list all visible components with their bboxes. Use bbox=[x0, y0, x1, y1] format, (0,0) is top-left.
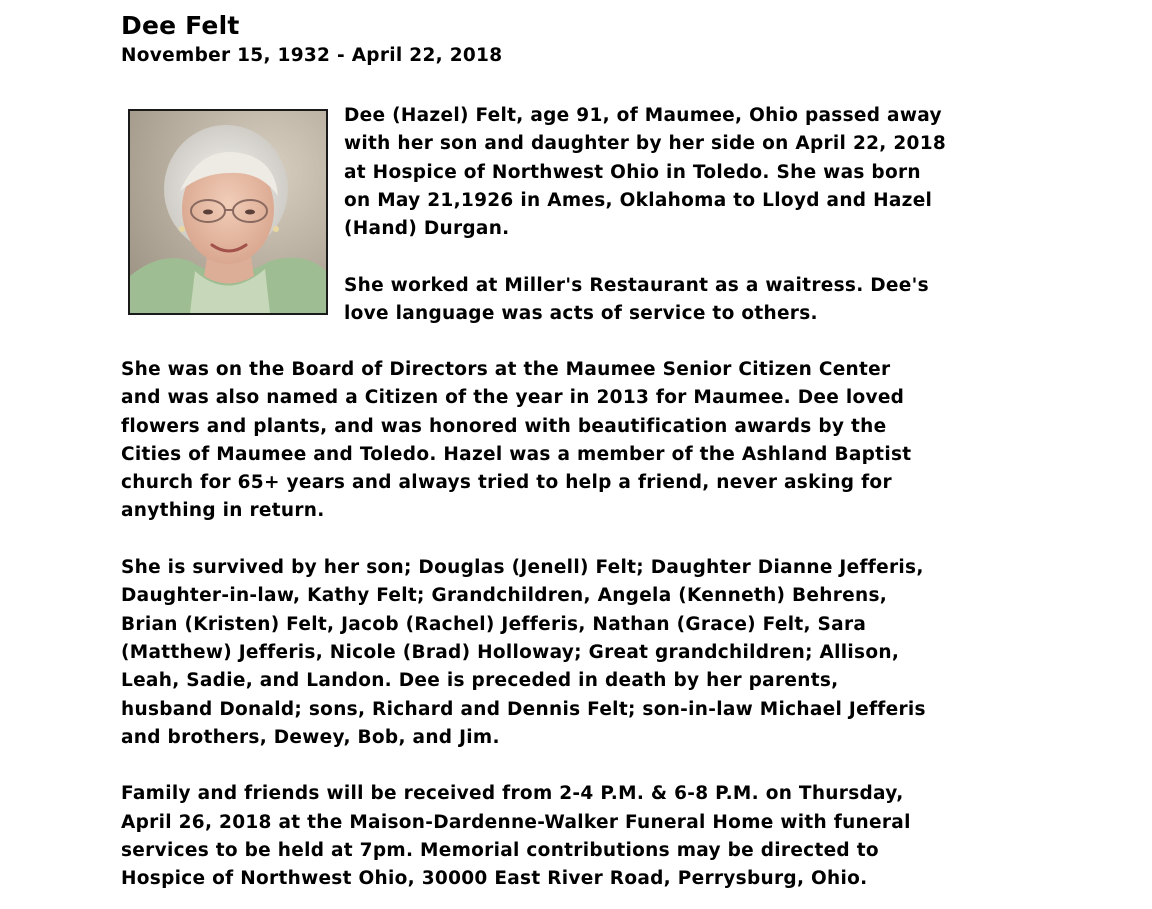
text-line: anything in return. bbox=[121, 500, 325, 522]
life-dates: November 15, 1932 - April 22, 2018 bbox=[121, 45, 503, 66]
text-line: Leah, Sadie, and Landon. Dee is preceded in death by her parents, bbox=[121, 670, 839, 692]
text-line: Hospice of Northwest Ohio, 30000 East River Road, Perrysburg, Ohio. bbox=[121, 868, 868, 890]
text-line: April 26, 2018 at the Maison-Dardenne-Walker Funeral Home with funeral bbox=[121, 811, 911, 833]
text-line: Brian (Kristen) Felt, Jacob (Rachel) Jefferis, Nathan (Grace) Felt, Sara bbox=[121, 613, 867, 635]
text-line: She was on the Board of Directors at the Maumee Senior Citizen Center bbox=[121, 359, 891, 380]
text-line: Cities of Maumee and Toledo. Hazel was a member of the Ashland Baptist bbox=[121, 443, 912, 465]
obituary-document bbox=[121, 10, 1021, 890]
intro-text bbox=[344, 102, 946, 328]
paragraph-survivors bbox=[121, 554, 926, 752]
text-line: and was also named a Citizen of the year in 2013 for Maumee. Dee loved bbox=[121, 387, 905, 409]
paragraph-services bbox=[121, 780, 926, 893]
text-line: love language was acts of service to others. bbox=[344, 303, 818, 325]
text-line: and brothers, Dewey, Bob, and Jim. bbox=[121, 726, 500, 748]
text-line: Dee (Hazel) Felt, age 91, of Maumee, Ohio passed away bbox=[344, 105, 942, 126]
paragraph-intro bbox=[344, 102, 946, 243]
text-line: She is survived by her son; Douglas (Jenell) Felt; Daughter Dianne Jefferis, bbox=[121, 557, 924, 579]
text-line: at Hospice of Northwest Ohio in Toledo. She was born bbox=[344, 161, 921, 183]
paragraph-work bbox=[344, 272, 946, 329]
text-line: church for 65+ years and always tried to help a friend, never asking for bbox=[121, 472, 892, 494]
paragraph-community bbox=[121, 356, 926, 526]
deceased-name: Dee Felt bbox=[121, 11, 240, 40]
portrait-photo bbox=[128, 109, 328, 315]
portrait-photo-icon bbox=[130, 111, 326, 313]
text-line: Family and friends will be received from 2-4 P.M. & 6-8 P.M. on Thursday, bbox=[121, 783, 904, 805]
text-line: Daughter-in-law, Kathy Felt; Grandchildren, Angela (Kenneth) Behrens, bbox=[121, 585, 888, 607]
text-line: husband Donald; sons, Richard and Dennis Felt; son-in-law Michael Jefferis bbox=[121, 698, 926, 720]
text-line: flowers and plants, and was honored with beautification awards by the bbox=[121, 415, 887, 437]
text-line: services to be held at 7pm. Memorial contributions may be directed to bbox=[121, 840, 879, 862]
text-line: (Matthew) Jefferis, Nicole (Brad) Holloway; Great grandchildren; Allison, bbox=[121, 641, 900, 663]
text-line: (Hand) Durgan. bbox=[344, 218, 510, 240]
text-line: She worked at Miller's Restaurant as a waitress. Dee's bbox=[344, 274, 929, 296]
text-line: with her son and daughter by her side on April 22, 2018 bbox=[344, 133, 947, 155]
text-line: on May 21,1926 in Ames, Oklahoma to Lloyd and Hazel bbox=[344, 189, 933, 211]
body-text bbox=[121, 356, 926, 894]
